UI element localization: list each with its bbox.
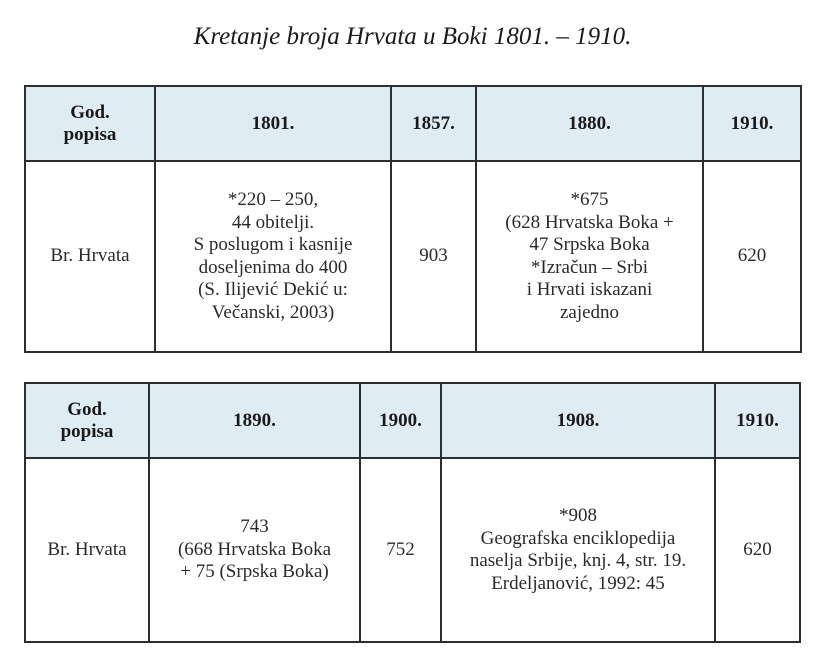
census-table-1 xyxy=(24,85,802,353)
row-header-line: popisa xyxy=(63,123,117,145)
value-line: *220 – 250, xyxy=(227,189,319,210)
value-cell-1908 xyxy=(441,458,715,642)
year-header-1908: 1908. xyxy=(441,383,715,458)
year-header-1910: 1910. xyxy=(703,86,801,161)
header-row xyxy=(25,383,800,458)
value-line: naselja Srbije, knj. 4, str. 19. xyxy=(469,550,687,571)
value-line: *908 xyxy=(559,505,597,526)
page-title: Kretanje broja Hrvata u Boki 1801. – 1910. xyxy=(193,23,632,50)
value-line: 620 xyxy=(743,538,772,560)
row-header-line: God. xyxy=(67,398,107,420)
table-row xyxy=(25,458,800,642)
value-line: S poslugom i kasnije xyxy=(193,234,353,255)
year-header-1910: 1910. xyxy=(715,383,800,458)
value-line: doseljenima do 400 xyxy=(198,256,348,278)
value-cell-1910 xyxy=(703,161,801,352)
value-line: (668 Hrvatska Boka xyxy=(177,538,332,560)
row-header-cell xyxy=(25,383,149,458)
census-table-2 xyxy=(24,382,801,643)
header-row xyxy=(25,86,801,161)
value-line: Večanski, 2003) xyxy=(211,301,335,323)
value-cell-1857 xyxy=(391,161,476,352)
row-label: Br. Hrvata xyxy=(25,458,149,642)
value-line: + 75 (Srpska Boka) xyxy=(180,561,329,583)
row-header-line: God. xyxy=(70,101,110,123)
value-line: 620 xyxy=(737,245,767,267)
year-header-1880: 1880. xyxy=(476,86,703,161)
value-cell-1890 xyxy=(149,458,360,642)
value-line: (S. Ilijević Dekić u: xyxy=(198,279,348,300)
value-line: 44 obitelji. xyxy=(231,211,315,233)
value-line: 903 xyxy=(419,245,448,267)
value-line: 752 xyxy=(386,538,415,560)
value-cell-1880 xyxy=(476,161,703,352)
year-header-1801: 1801. xyxy=(155,86,391,161)
row-header-cell xyxy=(25,86,155,161)
value-cell-1801 xyxy=(155,161,391,352)
value-line: (628 Hrvatska Boka + xyxy=(505,211,674,233)
value-line: 47 Srpska Boka xyxy=(529,234,650,255)
value-line: Erdeljanović, 1992: 45 xyxy=(491,572,665,594)
value-line: 743 xyxy=(240,516,269,538)
year-header-1857: 1857. xyxy=(391,86,476,161)
row-header-line: popisa xyxy=(60,420,114,442)
value-line: *675 xyxy=(570,189,609,210)
value-line: zajedno xyxy=(559,301,620,323)
year-header-1900: 1900. xyxy=(360,383,441,458)
value-line: Geografska enciklopedija xyxy=(480,527,676,549)
row-label: Br. Hrvata xyxy=(25,161,155,352)
year-header-1890: 1890. xyxy=(149,383,360,458)
value-line: *Izračun – Srbi xyxy=(530,256,649,278)
value-cell-1910 xyxy=(715,458,800,642)
table-row xyxy=(25,161,801,352)
value-line: i Hrvati iskazani xyxy=(526,279,653,300)
value-cell-1900 xyxy=(360,458,441,642)
